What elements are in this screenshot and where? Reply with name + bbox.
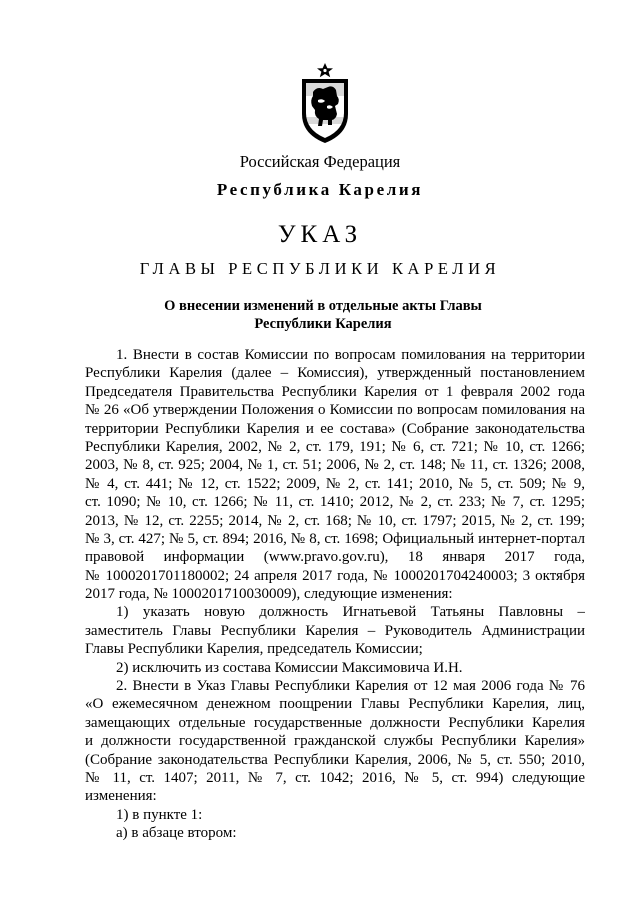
issuing-authority: ГЛАВЫ РЕСПУБЛИКИ КАРЕЛИЯ [139,259,501,278]
title-line-1: О внесении изменений в отдельные акты Главы [164,298,482,314]
body-line: № 3, ст. 427; № 5, ст. 894; 2016, № 8, ст. 1698; Официальный интернет-портал [85,530,585,547]
body-line: № 1000201701180002; 24 апреля 2017 года, № 1000201704240003; 3 октября [85,567,585,584]
body-line: Республики Карелия (далее – Комиссия), утвержденный постановлением [85,365,585,382]
body-line: 2) исключить из состава Комиссии Максимовича И.Н. [116,659,463,676]
document-body [85,346,585,843]
body-line: заместитель Главы Республики Карелия – Руководитель Администрации [85,622,585,639]
body-line: Главы Республики Карелия, председатель Комиссии; [85,641,423,658]
republic-name: Республика Карелия [216,180,424,199]
body-line: № 4, ст. 441; № 12, ст. 1522; 2009, № 2, ст. 141; 2010, № 5, ст. 509; № 9, [85,475,585,492]
body-line: правовой информации (www.pravo.gov.ru), 18 января 2017 года, [85,549,585,566]
body-line: а) в абзаце втором: [116,825,237,842]
title-line-2: Республики Карелия [254,316,392,332]
body-line: территории Республики Карелия и ее состава» (Собрание законодательства [85,420,585,437]
body-line: изменения: [85,788,157,805]
body-line: 2. Внести в Указ Главы Республики Карелия от 12 мая 2006 года № 76 [116,678,585,695]
document-type: УКАЗ [277,221,363,248]
body-line: и должности государственной гражданской службы Республики Карелия» [85,733,585,750]
body-line: 2013, № 12, ст. 2255; 2014, № 2, ст. 168; № 10, ст. 1797; 2015, № 2, ст. 199; [85,512,585,529]
body-line: 1) указать новую должность Игнатьевой Татьяны Павловны – [116,604,585,621]
body-line: 2003, № 8, ст. 925; 2004, № 1, ст. 51; 2006, № 2, ст. 148; № 11, ст. 1326; 2008, [85,457,585,474]
body-line: «О ежемесячном денежном поощрении Главы Республики Карелия, лиц, [85,696,585,713]
body-line: замещающих отдельные государственные должности Республики Карелия [85,714,585,731]
body-line: Республики Карелия, 2002, № 2, ст. 179, 191; № 6, ст. 721; № 10, ст. 1266; [85,438,585,455]
body-line: № 11, ст. 1407; 2011, № 7, ст. 1042; 2016, № 5, ст. 994) следующие [85,769,585,786]
document-title [150,297,496,333]
body-line: 1) в пункте 1: [116,806,203,823]
coat-of-arms-emblem [299,62,351,144]
body-line: 2017 года, № 1000201710030009), следующие изменения: [85,586,453,603]
country-name: Российская Федерация [239,152,401,171]
body-line: 1. Внести в состав Комиссии по вопросам помилования на территории [116,347,585,363]
body-line: Председателя Правительства Республики Карелия от 1 февраля 2002 года [85,383,585,400]
body-line: ст. 1090; № 10, ст. 1266; № 11, ст. 1410; 2012, № 2, ст. 233; № 7, ст. 1295; [85,494,585,511]
body-line: № 26 «Об утверждении Положения о Комиссии по вопросам помилования на [85,402,585,419]
body-line: (Собрание законодательства Республики Карелия, 2006, № 5, ст. 550; 2010, [85,751,585,768]
